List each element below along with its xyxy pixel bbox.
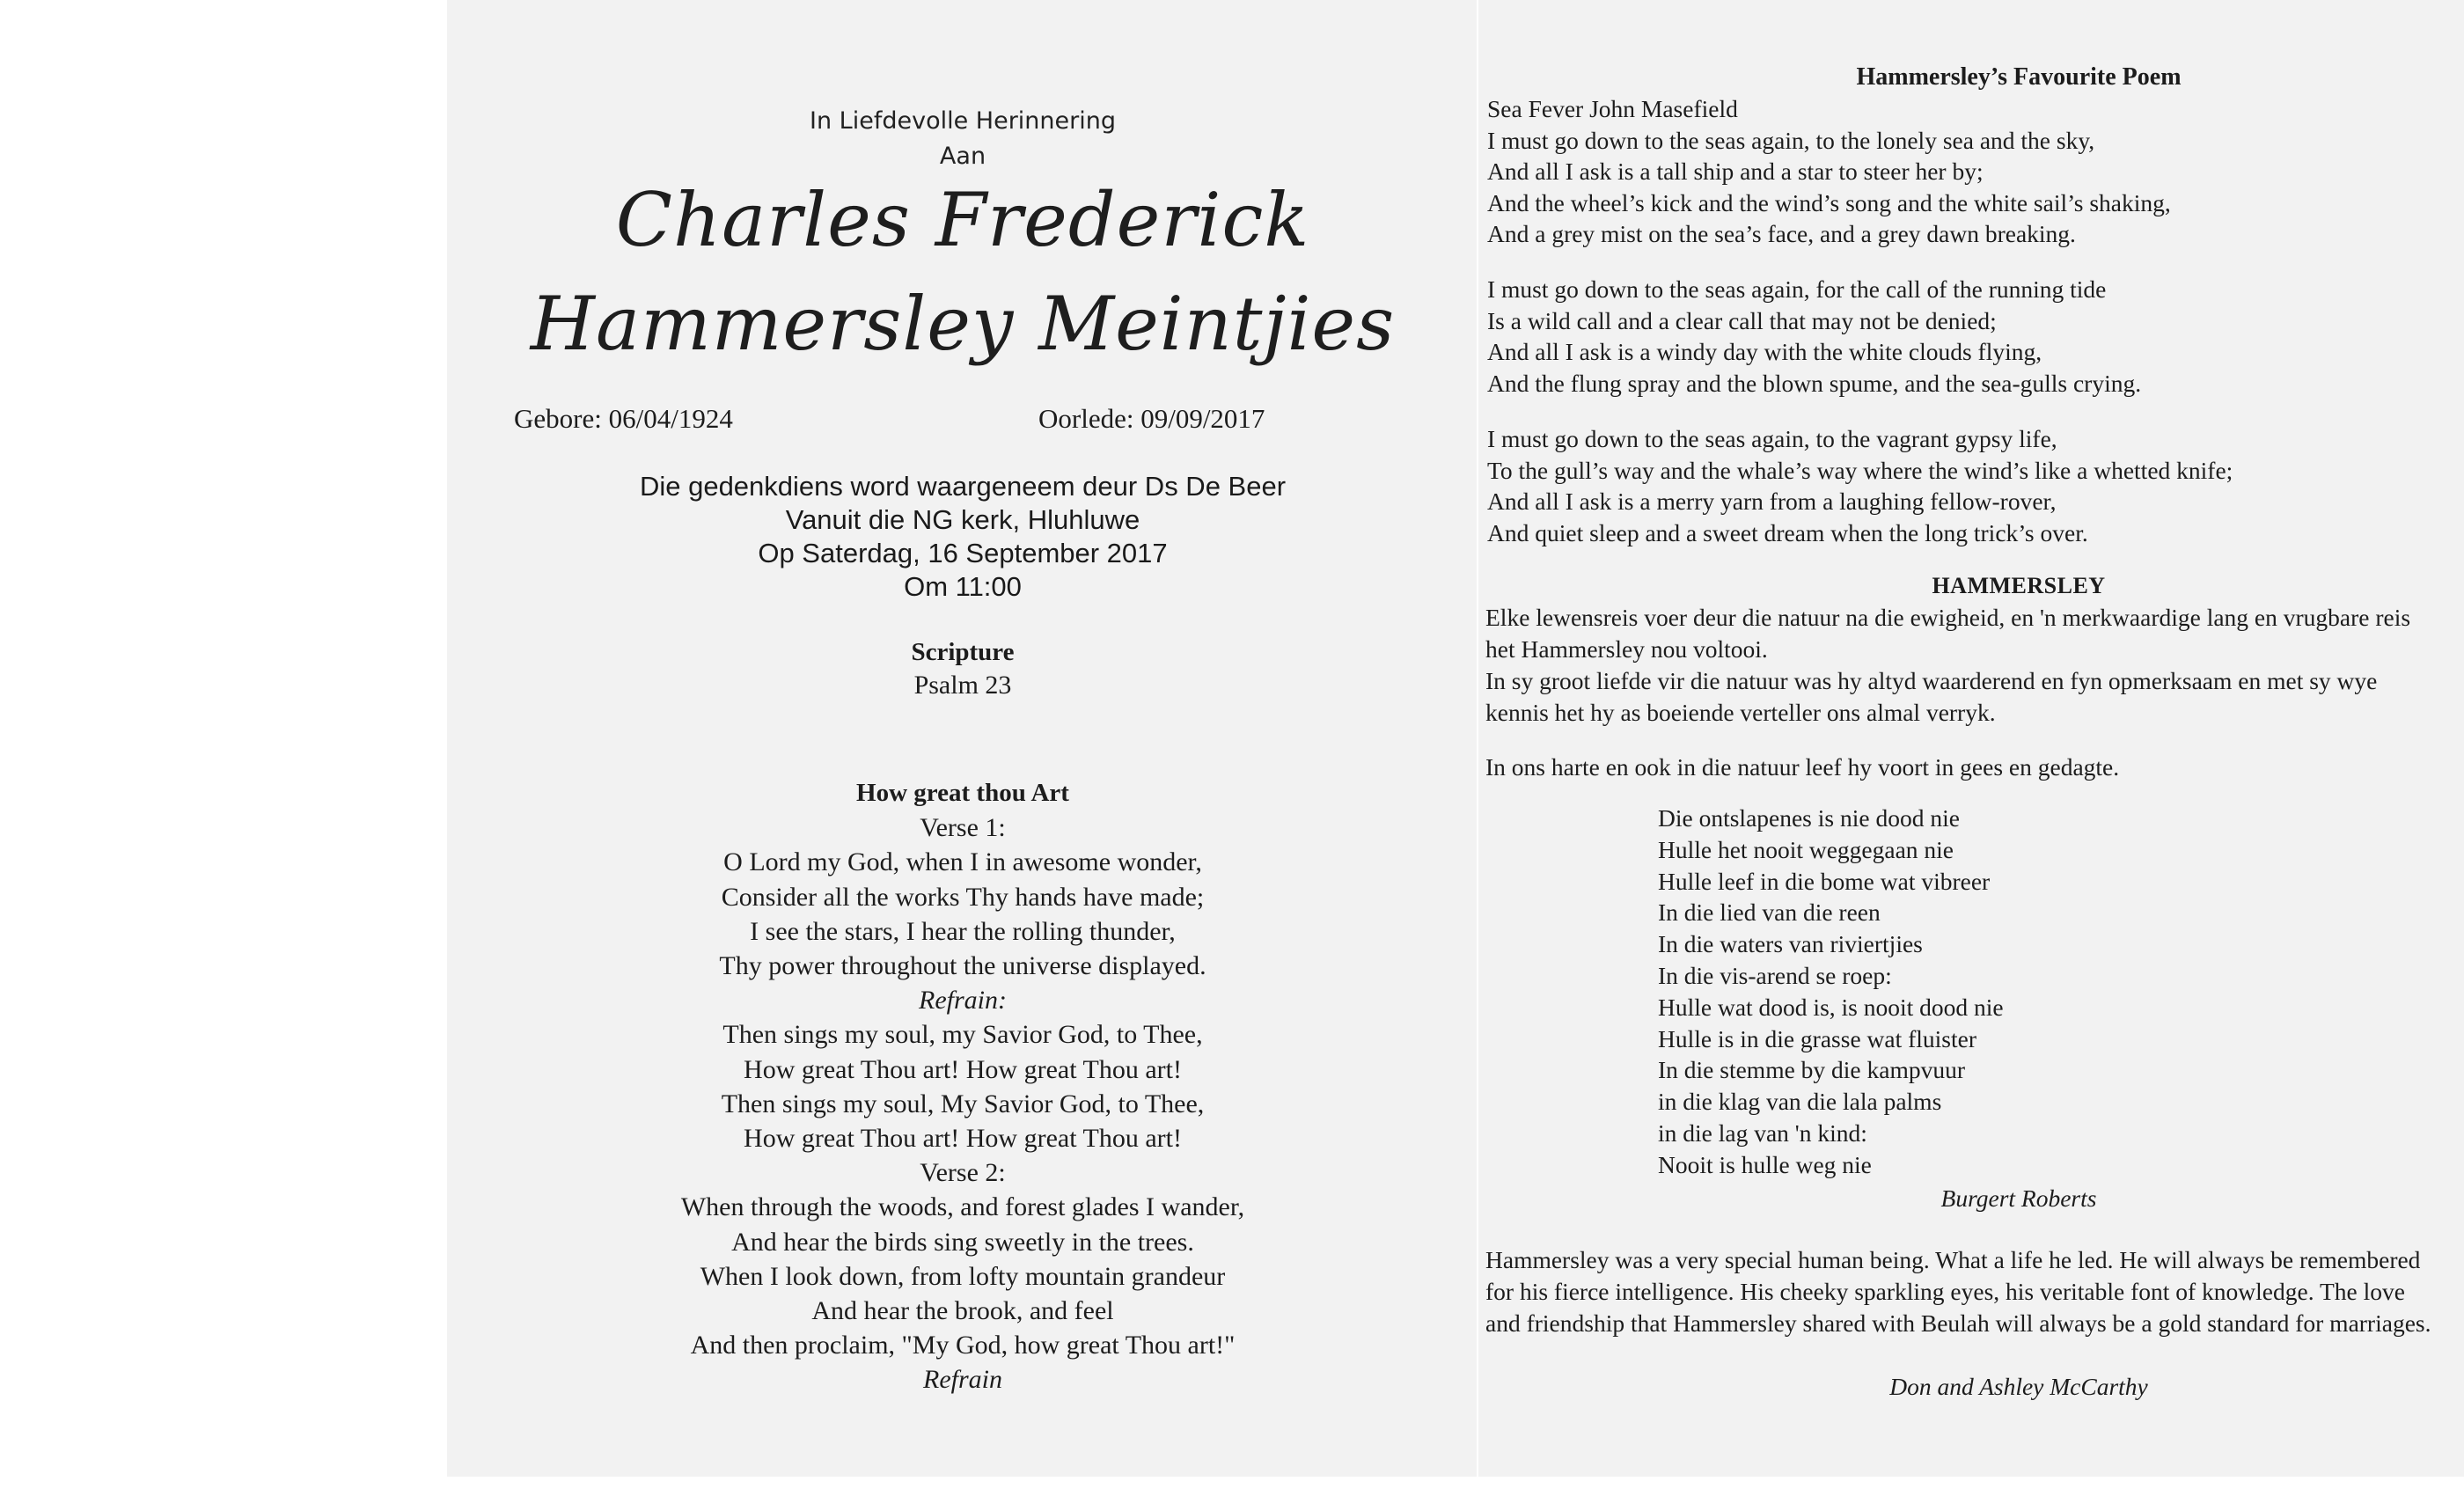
poem-line: I must go down to the seas again, to the vagrant gypsy life,	[1487, 425, 2057, 452]
poem-line: And quiet sleep and a sweet dream when the long trick’s over.	[1487, 518, 2088, 546]
poem-line: And a grey mist on the sea’s face, and a grey dawn breaking.	[1487, 220, 2076, 247]
hymn-line: And hear the birds sing sweetly in the trees.	[731, 1227, 1194, 1257]
favourite-poem-title: Hammersley’s Favourite Poem	[1856, 63, 2182, 91]
hymn-line: When I look down, from lofty mountain grandeur	[700, 1261, 1226, 1291]
poem-line: in die lag van 'n kind:	[1658, 1118, 1867, 1147]
poem-line: To the gull’s way and the whale’s way where the wind’s like a whetted knife;	[1487, 456, 2233, 484]
poem-line: I must go down to the seas again, for the call of the running tide	[1487, 275, 2107, 303]
service-details	[447, 470, 1478, 604]
refrain-label: Refrain:	[919, 986, 1007, 1016]
closing-tribute: Hammersley was a very special human being. What a life he led. He will always be remembered for his fierce intelligence. His cheeky sparkling eyes, his veritable font of knowledge. The love and friendship that Hammersley shared with Beulah will always be a gold standard for marriages.	[1485, 1246, 2431, 1337]
tribute-paragraph-2: In sy groot liefde vir die natuur was hy altyd waarderend en fyn opmerksaam en met sy wye kennis het hy as boeiende verteller ons almal verryk.	[1485, 667, 2378, 726]
in-memory-heading	[447, 104, 1478, 174]
poem-line: And the wheel’s kick and the wind’s song and the white sail’s shaking,	[1487, 188, 2171, 216]
poem-stanza-3	[1487, 423, 2420, 548]
hymn-line: And then proclaim, "My God, how great Thou art!"	[690, 1331, 1236, 1360]
refrain-end-label: Refrain	[923, 1365, 1002, 1395]
in-memory-line: In Liefdevolle Herinnering	[810, 107, 1116, 135]
hymn-line: And hear the brook, and feel	[811, 1296, 1114, 1326]
service-line: Vanuit die NG kerk, Hluhluwe	[785, 504, 1140, 535]
deceased-name-line1: Charles Frederick	[615, 177, 1310, 263]
poem-line: And all I ask is a tall ship and a star to steer her by;	[1487, 158, 1984, 185]
hymn-line: Thy power throughout the universe displayed.	[719, 951, 1206, 981]
poem-line: Die ontslapenes is nie dood nie	[1658, 804, 1960, 832]
poem-line: I must go down to the seas again, to the lonely sea and the sky,	[1487, 126, 2095, 154]
poem-line: Hulle wat dood is, is nooit dood nie	[1658, 993, 2004, 1021]
poem-line: In die waters van riviertjies	[1658, 930, 1923, 958]
left-page	[447, 0, 1478, 1477]
service-line: Om 11:00	[904, 571, 1022, 602]
poem-line: in die klag van die lala palms	[1658, 1088, 1942, 1116]
scripture-title: Scripture	[911, 638, 1015, 666]
poem-source: Sea Fever John Masefield	[1487, 95, 1738, 122]
poem-line: Is a wild call and a clear call that may not be denied;	[1487, 306, 1997, 334]
hymn-line: O Lord my God, when I in awesome wonder,	[723, 847, 1202, 877]
poem-line: And all I ask is a merry yarn from a laughing fellow-rover,	[1487, 488, 2057, 515]
tribute-paragraph-3: In ons harte en ook in die natuur leef hy voort in gees en gedagte.	[1485, 753, 2120, 781]
afrikaans-poem	[1658, 803, 2004, 1181]
service-line: Op Saterdag, 16 September 2017	[758, 538, 1168, 568]
poem-line: Hulle leef in die bome wat vibreer	[1658, 867, 1991, 895]
birth-date: Gebore: 06/04/1924	[514, 403, 733, 434]
poem-line: Hulle is in die grasse wat fluister	[1658, 1024, 1976, 1052]
poem-line: And the flung spray and the blown spume, and the sea-gulls crying.	[1487, 369, 2142, 397]
hymn-line: Then sings my soul, My Savior God, to Thee,	[721, 1089, 1205, 1118]
right-page	[1478, 0, 2464, 1477]
tribute-title: HAMMERSLEY	[1932, 573, 2106, 598]
hymn-line: How great Thou art! How great Thou art!	[744, 1124, 1182, 1154]
tribute-paragraph-1: Elke lewensreis voer deur die natuur na die ewigheid, en 'n merkwaardige lang en vrugbare reis het Hammersley nou voltooi.	[1485, 604, 2411, 663]
hymn-line: I see the stars, I hear the rolling thunder,	[750, 916, 1176, 946]
death-date: Oorlede: 09/09/2017	[1038, 403, 1265, 434]
poem-stanza-1	[1487, 93, 2420, 250]
scripture-reference: Psalm 23	[913, 671, 1012, 700]
hymn-line: Consider all the works Thy hands have made;	[721, 882, 1205, 912]
closing-author: Don and Ashley McCarthy	[1889, 1373, 2148, 1400]
poem-author: Burgert Roberts	[1940, 1184, 2097, 1212]
poem-line: Nooit is hulle weg nie	[1658, 1150, 1872, 1178]
hymn	[447, 776, 1478, 1397]
hymn-line: Then sings my soul, my Savior God, to Thee,	[722, 1020, 1203, 1050]
poem-line: In die stemme by die kampvuur	[1658, 1056, 1966, 1084]
hymn-line: When through the woods, and forest glades I wander,	[680, 1192, 1245, 1222]
verse-label: Verse 2:	[920, 1158, 1006, 1188]
poem-stanza-2	[1487, 274, 2420, 399]
poem-line: Hulle het nooit weggegaan nie	[1658, 835, 1954, 863]
verse-label: Verse 1:	[920, 813, 1006, 843]
hymn-title: How great thou Art	[856, 779, 1069, 807]
hymn-line: How great Thou art! How great Thou art!	[744, 1054, 1182, 1084]
to-line: Aan	[939, 143, 986, 170]
poem-line: In die vis-arend se roep:	[1658, 961, 1892, 989]
service-line: Die gedenkdiens word waargeneem deur Ds De Beer	[639, 471, 1287, 502]
poem-line: And all I ask is a windy day with the white clouds flying,	[1487, 338, 2042, 365]
deceased-name-line2: Hammersley Meintjies	[530, 281, 1396, 367]
poem-line: In die lied van die reen	[1658, 898, 1881, 927]
